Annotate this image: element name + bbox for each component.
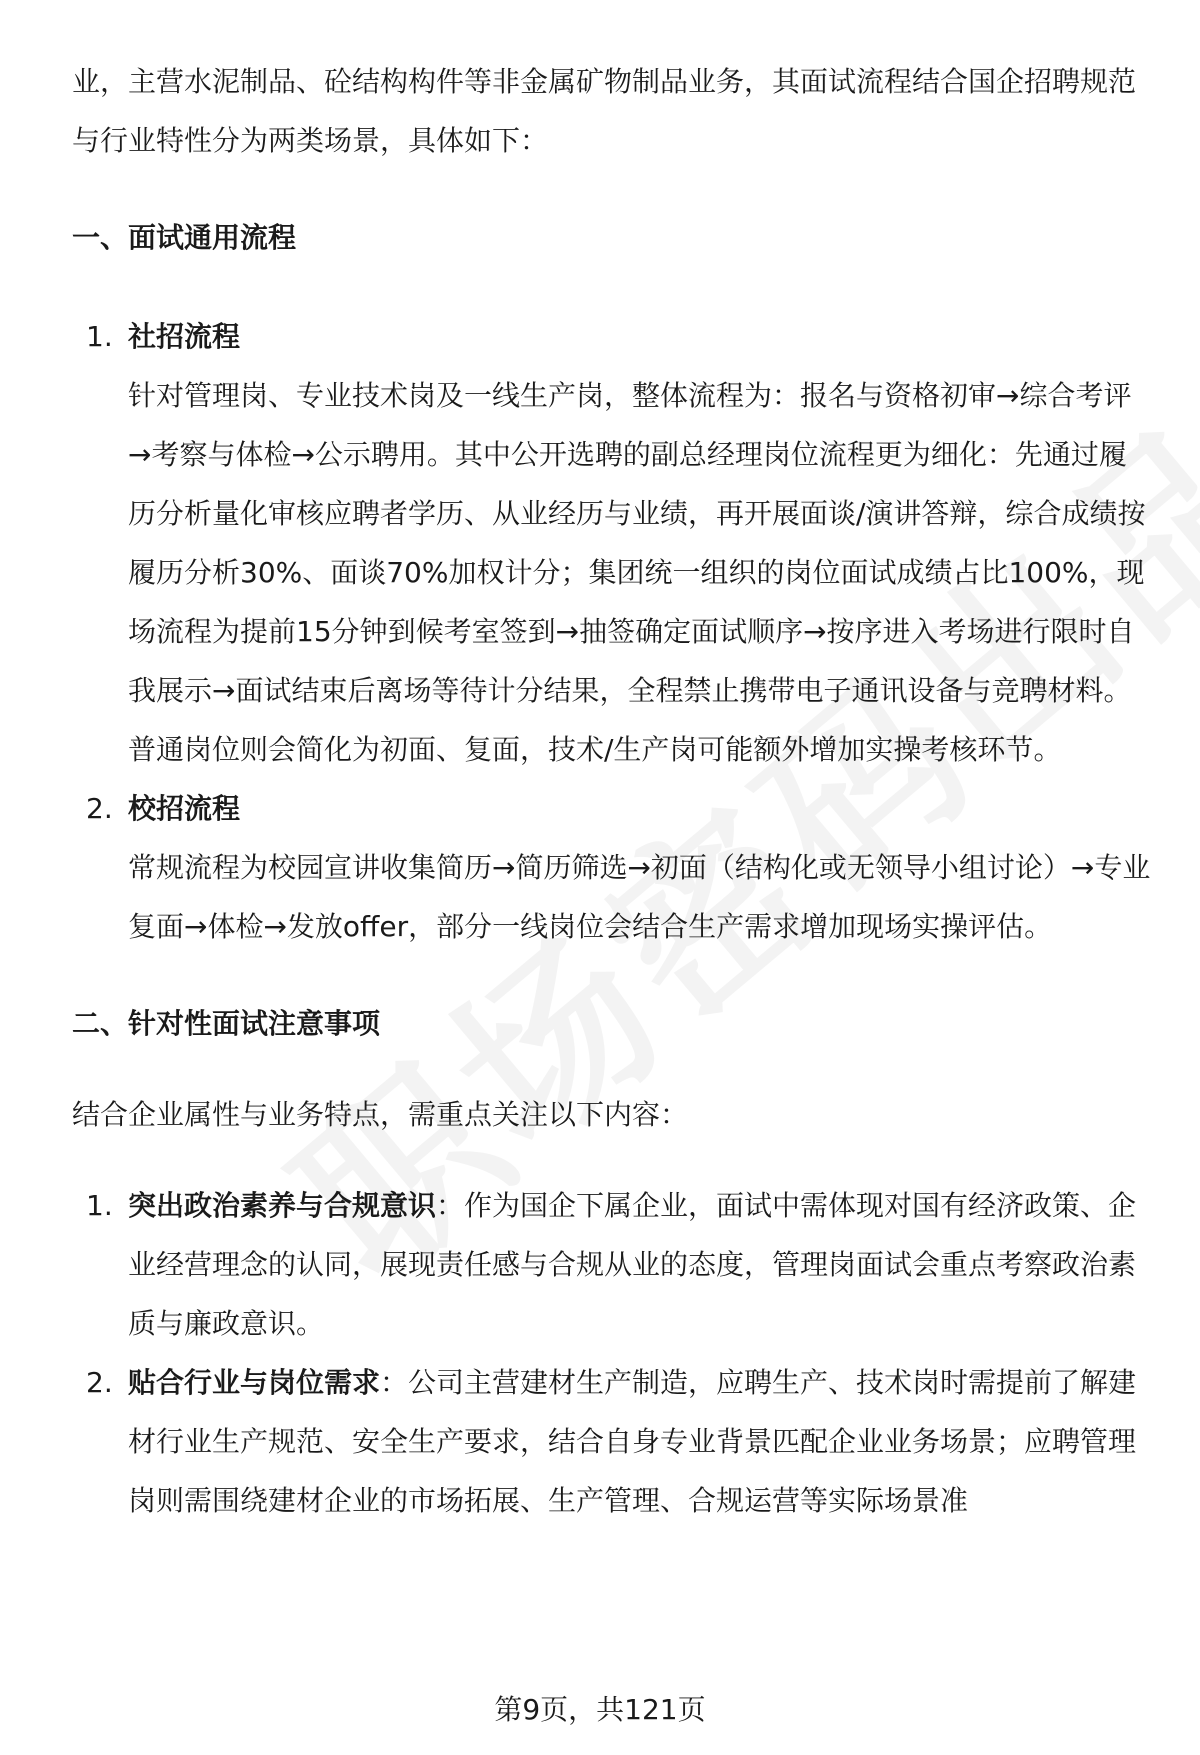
item-title: 社招流程: [128, 320, 241, 353]
item-paragraph: [128, 1176, 1152, 1353]
list-item: [72, 1353, 1152, 1530]
item-separator: ：: [380, 1366, 409, 1399]
item-separator: ：: [436, 1189, 465, 1222]
list-number: 1.: [86, 320, 113, 353]
section-2-intro: 结合企业属性与业务特点，需重点关注以下内容：: [72, 1098, 689, 1131]
page-footer: 第9页，共121页: [494, 1693, 706, 1726]
intro-paragraph: 业，主营水泥制品、砼结构构件等非金属矿物制品业务，其面试流程结合国企招聘规范与行业特性分为两类场景，具体如下：: [72, 65, 1137, 157]
section-2-list: [72, 1176, 1152, 1530]
list-number: 2.: [86, 792, 113, 825]
list-item: [72, 1176, 1152, 1353]
section-2-heading: 二、针对性面试注意事项: [72, 1007, 381, 1040]
item-body: 常规流程为校园宣讲收集简历→简历筛选→初面（结构化或无领导小组讨论）→专业复面→体检→发放offer，部分一线岗位会结合生产需求增加现场实操评估。: [128, 851, 1151, 943]
list-item: [72, 779, 1152, 956]
item-body: 公司主营建材生产制造，应聘生产、技术岗时需提前了解建材行业生产规范、安全生产要求，结合自身专业背景匹配企业业务场景；应聘管理岗则需围绕建材企业的市场拓展、生产管理、合规运营等实际场景准: [128, 1366, 1137, 1517]
item-body: 针对管理岗、专业技术岗及一线生产岗，整体流程为：报名与资格初审→综合考评→考察与体检→公示聘用。其中公开选聘的副总经理岗位流程更为细化：先通过履历分析量化审核应聘者学历、从业经历与业绩，再开展面谈/演讲答辩，综合成绩按履历分析30%、面谈70%加权计分；集团统一组织的岗位面试成绩占比100%，现场流程为提前15分钟到候考室签到→抽签确定面试顺序→按序进入考场进行限时自我展示→面试结束后离场等待计分结果，全程禁止携带电子通讯设备与竞聘材料。普通岗位则会简化为初面、复面，技术/生产岗可能额外增加实操考核环节。: [128, 379, 1146, 766]
item-paragraph: [128, 1353, 1152, 1530]
item-body: 作为国企下属企业，面试中需体现对国有经济政策、企业经营理念的认同，展现责任感与合规从业的态度，管理岗面试会重点考察政治素质与廉政意识。: [128, 1189, 1137, 1340]
list-item: [72, 307, 1152, 779]
section-1-heading: 一、面试通用流程: [72, 221, 297, 254]
item-title: 突出政治素养与合规意识: [128, 1189, 437, 1222]
document-body: [72, 52, 1152, 1530]
item-title: 贴合行业与岗位需求: [128, 1366, 381, 1399]
item-title: 校招流程: [128, 792, 241, 825]
list-number: 2.: [86, 1366, 113, 1399]
list-number: 1.: [86, 1189, 113, 1222]
section-1-list: [72, 307, 1152, 956]
